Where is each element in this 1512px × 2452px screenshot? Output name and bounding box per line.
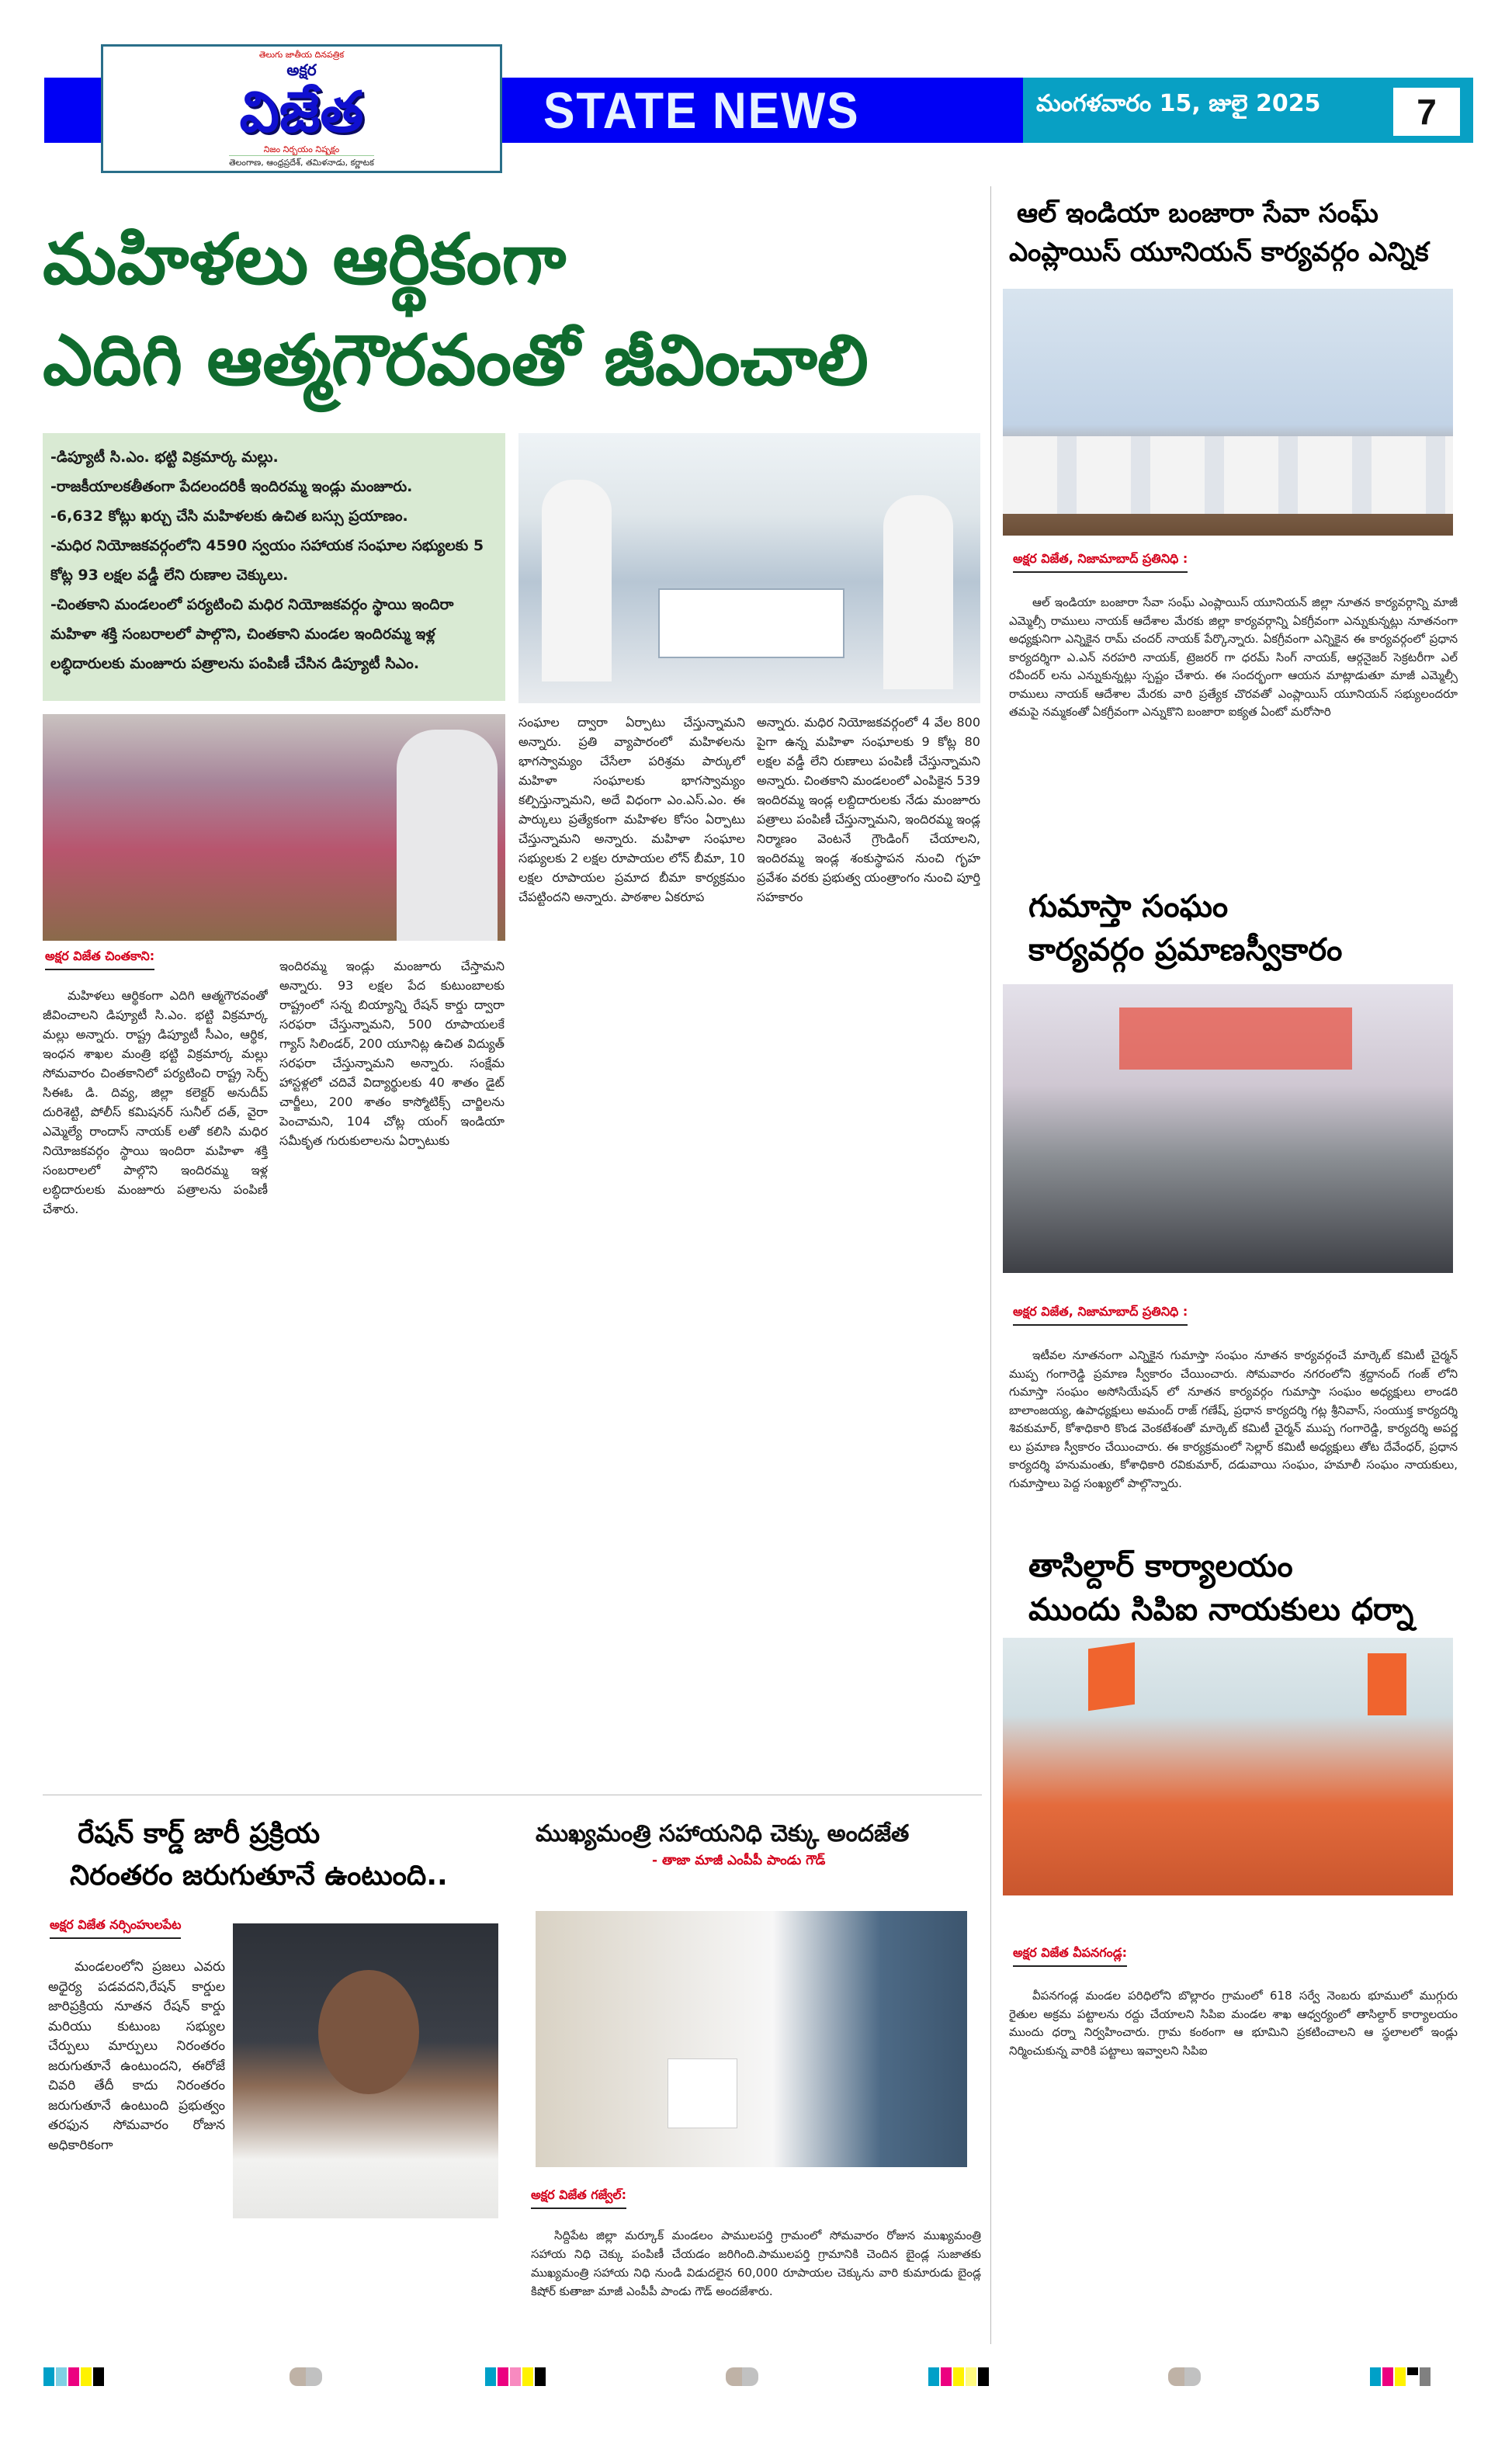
banner-graphic <box>658 588 844 658</box>
color-registration-strip <box>485 2367 546 2386</box>
highlight-item: -డిప్యూటీ సి.ఎం. భట్టి విక్రమార్క మల్లు. <box>50 449 279 466</box>
page-number: 7 <box>1393 88 1460 136</box>
highlight-item: -రాజకీయాలకతీతంగా పేదలందరికీ ఇందిరమ్మ ఇండ్లు మంజూరు. <box>50 478 413 495</box>
lead-photo-crowd <box>43 714 505 941</box>
lead-headline-line: ఎదిగి ఆత్మగౌరవంతో జీవించాలి <box>43 320 869 401</box>
headline-line: తాసిల్దార్ కార్యాలయం <box>1028 1549 1293 1584</box>
banjara-body <box>1009 594 1458 877</box>
headline-line: రేషన్ కార్డ్ జారీ ప్రక్రియ <box>78 1818 321 1850</box>
logo-akshara: అక్షర <box>286 60 317 79</box>
color-registration-strip <box>928 2367 989 2386</box>
headline-line: గుమాస్తా సంఘం <box>1028 889 1229 924</box>
registration-pill <box>726 2367 758 2386</box>
cpi-photo-dharna <box>1003 1638 1453 1895</box>
highlight-item: -చింతకాని మండలంలో పర్యటించి మధిర నియోజకవర్గం స్థాయి ఇందిరా మహిళా శక్తి సంబరాలలో పాల్గొని, చింతకాని మండల ఇందిరమ్మ ఇళ్ల లబ్ధిదారులకు మంజూరు పత్రాలను పంపిణీ చేసిన డిప్యూటీ సిఎం. <box>50 596 454 672</box>
headline-line: ఆల్ ఇండియా బంజారా సేవా సంఘ్ <box>1017 198 1378 229</box>
ration-photo-portrait <box>233 1923 498 2218</box>
registration-pill <box>1168 2367 1201 2386</box>
lead-body-col1 <box>43 986 268 1785</box>
gumasta-body <box>1009 1347 1458 1527</box>
lead-highlights-box <box>43 433 505 701</box>
paragraph: ఇటీవల నూతనంగా ఎన్నికైన గుమాస్తా సంఘం నూతన కార్యవర్గంచే మార్కెట్ కమిటీ చైర్మన్ ముప్ప గంగారెడ్డి ప్రమాణ స్వీకారం చేయించారు. సోమవారం నగరంలోని శ్రద్దానంద్ గంజ్ లోని గుమాస్తా సంఘం అసోసియేషన్ లో నూతన కార్యవర్గం గుమాస్తా సంఘం అధ్యక్షులు లాండరి బాలాంజయ్య, ఉపాధ్యక్షులు అమంద్ రాజ్ గణేష్, ప్రధాన కార్యదర్శి గట్ల శ్రీనివాస్, సంయుక్త కార్యదర్శి శివకుమార్, కోశాధికారి కొండ వెంకటేశంతో మార్కెట్ కమిటీ చైర్మన్ ముప్ప గంగారెడ్డి, కార్యదర్శి అపర్ణ లు ప్రమాణ స్వీకారం చేయించారు. ఈ కార్యక్రమంలో సెల్లార్ కమిటీ అధ్యక్షులు తోట దేవేంధర్, ప్రధాన కార్యదర్శి హనుమంతు, కోశాధికారి రవికుమార్, దడువాయి సంఘం, హమాలీ సంఘం నాయకులు, గుమాస్తాలు పెద్ద సంఖ్యలో పాల్గొన్నారు. <box>1009 1348 1458 1490</box>
lead-body-col2 <box>279 956 505 1785</box>
section-title: STATE NEWS <box>543 82 860 139</box>
gumasta-headline <box>1028 885 1463 972</box>
paragraph: సంఘాల ద్వారా ఏర్పాటు చేస్తున్నామని అన్నారు. ప్రతి వ్యాపారంలో మహిళలను భాగస్వామ్యం చేసేలా పరిశ్రమ పార్కులో మహిళా సంఘాలకు భాగస్వామ్యం కల్పిస్తున్నామని, అదే విధంగా ఎం.ఎస్.ఎం. ఈ పార్కులు ప్రత్యేకంగా మహిళల కోసం ఏర్పాటు చేస్తున్నామని అన్నారు. మహిళా సంఘాల సభ్యులకు 2 లక్షల రూపాయల లోన్ బీమా, 10 లక్షల రూపాయల ప్రమాద బీమా కార్యక్రమం చేపట్టిందని అన్నారు. పాఠశాల ఏకరూప <box>518 715 745 904</box>
paragraph: ఆల్ ఇండియా బంజారా సేవా సంఘ్ ఎంప్లాయిస్ యూనియన్ జిల్లా నూతన కార్యవర్గాన్ని మాజీ ఎమ్మెల్సీ రాములు నాయక్ ఆదేశాల మేరకు జిల్లా కార్యవర్గాన్ని ఏకగ్రీవంగా ఎన్నుకున్నట్లు నూతనంగా అధ్యక్షునిగా ఎన్నికైన రామ్ చందర్ నాయక్ పేర్కొన్నారు. ఏకగ్రీవంగా ఎన్నికైన ఈ కార్యవర్గంలో ప్రధాన కార్యదర్శిగా ఎ.ఎన్ నరహరి నాయక్, ట్రెజరర్ గా ధరమ్ సింగ్ నాయక్, ఆర్గనైజర్ సెక్రటరీగా ఎల్ రవీందర్ లను ఎన్నుకున్నట్లు స్పష్టం చేశారు. ఈ సందర్భంగా ఆయన మాట్లాడుతూ మాజీ ఎమ్మెల్సీ రాములు నాయక్ ఆదేశాల మేరకు వారి ప్రత్యేక చొరవతో ఎంప్లాయిస్ యూనియన్ సభ్యులందరూ తమపై నమ్మకంతో ఏకగ్రీవంగా ఎన్నుకొని బంజారా ఐక్యత ఏంటో మరోసారి <box>1009 595 1458 719</box>
cmrf-body <box>531 2226 981 2331</box>
banjara-dateline: అక్షర విజేత, నిజామాబాద్ ప్రతినిధి : <box>1013 551 1188 573</box>
paragraph: మండలంలోని ప్రజలు ఎవరు అధైర్య పడవదని,రేషన్ కార్డుల జారిప్రక్రియ నూతన రేషన్ కార్డు మరియు కుటుంబ సభ్యుల చేర్పులు మార్పులు నిరంతరం జరుగుతూనే ఉంటుందని, ఈరోజే చివరి తేదీ కాదు నిరంతరం జరుగుతూనే ఉంటుంది ప్రభుత్వం తరఫున సోమవారం రోజున అధికారికంగా <box>48 1959 225 2153</box>
gumasta-photo-oath <box>1003 984 1453 1273</box>
logo-brand: విజేత <box>239 78 364 144</box>
cmrf-dateline: అక్షర విజేత గజ్వేల్: <box>531 2187 626 2209</box>
lead-photo-cheque-handover <box>518 433 980 703</box>
ration-body <box>48 1958 225 2330</box>
banjara-headline <box>1009 194 1459 272</box>
paragraph: ఇందిరమ్మ ఇండ్లు మంజూరు చేస్తామని అన్నారు. 93 లక్షల పేద కుటుంబాలకు రాష్ట్రంలో సన్న బియ్యాన్ని రేషన్ కార్డు ద్వారా సరఫరా చేస్తున్నామని, 500 రూపాయలకే గ్యాస్ సిలిండర్, 200 యూనిట్ల ఉచిత విద్యుత్ సరఫరా చేస్తున్నామని అన్నారు. సంక్షేమ హాస్టళ్లలో చదివే విద్యార్థులకు 40 శాతం డైట్ చార్జీలు, 200 శాతం కాస్మోటిక్స్ చార్జిలను పెంచామని, 104 చోట్ల యంగ్ ఇండియా సమీకృత గురుకులాలను ఏర్పాటుకు <box>279 959 505 1148</box>
paragraph: సిద్దిపేట జిల్లా మర్కూక్ మండలం పాములపర్తి గ్రామంలో సోమవారం రోజున ముఖ్యమంత్రి సహాయ నిధి చెక్కు పంపిణీ చేయడం జరిగింది.పాములపర్తి గ్రామానికి చెందిన బైండ్ల సుజాతకు ముఖ్యమంత్రి సహాయ నిధి నుండి విడుదలైన 60,000 రూపాయల చెక్కును వారి కుమారుడు బైండ్ల కిషోర్ కుతాజా మాజీ ఎంపీపీ పాండు గౌడ్ అందజేశారు. <box>531 2228 981 2298</box>
registration-pill <box>290 2367 322 2386</box>
cpi-headline <box>1028 1545 1463 1632</box>
cpi-body <box>1009 1987 1458 2329</box>
cpi-dateline: అక్షర విజేత వీపనగండ్ల: <box>1013 1945 1127 1967</box>
gumasta-dateline: అక్షర విజేత, నిజామాబాద్ ప్రతినిధి : <box>1013 1304 1188 1326</box>
color-registration-strip <box>43 2367 104 2386</box>
headline-line: నిరంతరం జరుగుతూనే ఉంటుంది.. <box>70 1860 448 1892</box>
logo-motto: నిజం నిర్భయం నిష్పక్షం <box>263 144 340 154</box>
lead-body-col3 <box>518 713 745 1785</box>
paragraph: వీపనగండ్ల మండల పరిధిలోని బొల్లారం గ్రామంలో 618 సర్వే నెంబరు భూములో ముగ్గురు రైతుల అక్రమ పట్టాలను రద్దు చేయాలని సిపిఐ మండల శాఖ ఆధ్వర్యంలో తాసిల్దార్ కార్యాలయం ముందు ధర్నా నిర్వహించారు. గ్రామ కంఠంగా ఆ భూమిని ప్రకటించాలని ఆ స్థలాలలో ఇండ్లు నిర్మించుకున్న వారికి పట్టాలు ఇవ్వాలని సిపిఐ <box>1009 1989 1458 2058</box>
paragraph: మహిళలు ఆర్థికంగా ఎదిగి ఆత్మగౌరవంతో జీవించాలని డిప్యూటీ సి.ఎం. భట్టి విక్రమార్క మల్లు అన్నారు. రాష్ట్ర డిప్యూటీ సీఎం, ఆర్థిక, ఇంధన శాఖల మంత్రి భట్టి విక్రమార్క మల్లు సోమవారం చింతకానిలో పర్యటించి రాష్ట్ర సెర్ప్ సిఈఓ డి. దివ్య, జిల్లా కలెక్టర్ అనుదీప్ దురిశెట్టి, పోలీస్ కమిషనర్ సునీల్ దత్, వైరా ఎమ్మెల్యే రాందాస్ నాయక్ లతో కలిసి మధిర నియోజకవర్గం స్థాయి ఇందిరా మహిళా శక్తి సంబరాలలో పాల్గొని ఇందిరమ్మ ఇళ్ల లబ్ధిదారులకు మంజూరు పత్రాలను పంపిణీ చేశారు. <box>43 988 268 1216</box>
column-divider <box>990 186 991 2344</box>
color-registration-strip <box>1370 2367 1431 2386</box>
lead-body-col4 <box>757 713 980 1785</box>
headline-line: కార్యవర్గం ప్రమాణస్వీకారం <box>1028 932 1343 968</box>
newspaper-logo <box>101 44 502 173</box>
lead-headline <box>43 210 982 411</box>
highlight-item: -6,632 కోట్లు ఖర్చు చేసి మహిళలకు ఉచిత బస్సు ప్రయాణం. <box>50 508 408 525</box>
cmrf-photo-cheque <box>536 1911 967 2167</box>
cmrf-subhead: - తాజా మాజీ ఎంపీపీ పాండు గౌడ్ <box>652 1853 826 1868</box>
banjara-photo-press-club <box>1003 289 1453 536</box>
highlight-item: -మధిర నియోజకవర్గంలోని 4590 స్వయం సహాయక సంఘాల సభ్యులకు 5 కోట్ల 93 లక్షల వడ్డీ లేని రుణాల చెక్కులు. <box>50 537 484 584</box>
cmrf-headline: ముఖ్యమంత్రి సహాయనిధి చెక్కు అందజేత <box>536 1820 910 1847</box>
lead-headline-line: మహిళలు ఆర్థికంగా <box>43 219 567 300</box>
cmrf-header <box>536 1816 986 1869</box>
lead-dateline: అక్షర విజేత చింతకాని: <box>45 949 154 970</box>
issue-date: మంగళవారం 15, జులై 2025 <box>1036 90 1321 117</box>
logo-tagline: తెలుగు జాతీయ దినపత్రిక <box>258 49 345 60</box>
headline-line: ముందు సిపిఐ నాయకులు ధర్నా <box>1028 1592 1414 1628</box>
paragraph: అన్నారు. మధిర నియోజకవర్గంలో 4 వేల 800 పైగా ఉన్న మహిళా సంఘాలకు 9 కోట్ల 80 లక్షల వడ్డీ లేని రుణాలు పంపిణీ చేస్తున్నామని అన్నారు. చింతకాని మండలంలో ఎంపికైన 539 ఇందిరమ్మ ఇండ్ల లబ్దిదారులకు నేడు మంజూరు పత్రాలు పంపిణీ చేస్తున్నామని, ఇందిరమ్మ ఇండ్ల నిర్మాణం వెంటనే గ్రౌండింగ్ చేయాలని, ఇందిరమ్మ ఇండ్ల శంకుస్థాపన నుంచి గృహ ప్రవేశం వరకు ప్రభుత్వ యంత్రాంగం నుంచి పూర్తి సహకారం <box>757 715 980 904</box>
logo-states: తెలంగాణ, ఆంధ్రప్రదేశ్, తమిళనాడు, కర్ణాటక <box>229 155 374 168</box>
ration-headline <box>70 1813 520 1897</box>
ration-dateline: అక్షర విజేత నర్సింహులపేట <box>50 1917 181 1939</box>
headline-line: ఎంప్లాయిస్ యూనియన్ కార్యవర్గం ఎన్నిక <box>1009 237 1429 268</box>
